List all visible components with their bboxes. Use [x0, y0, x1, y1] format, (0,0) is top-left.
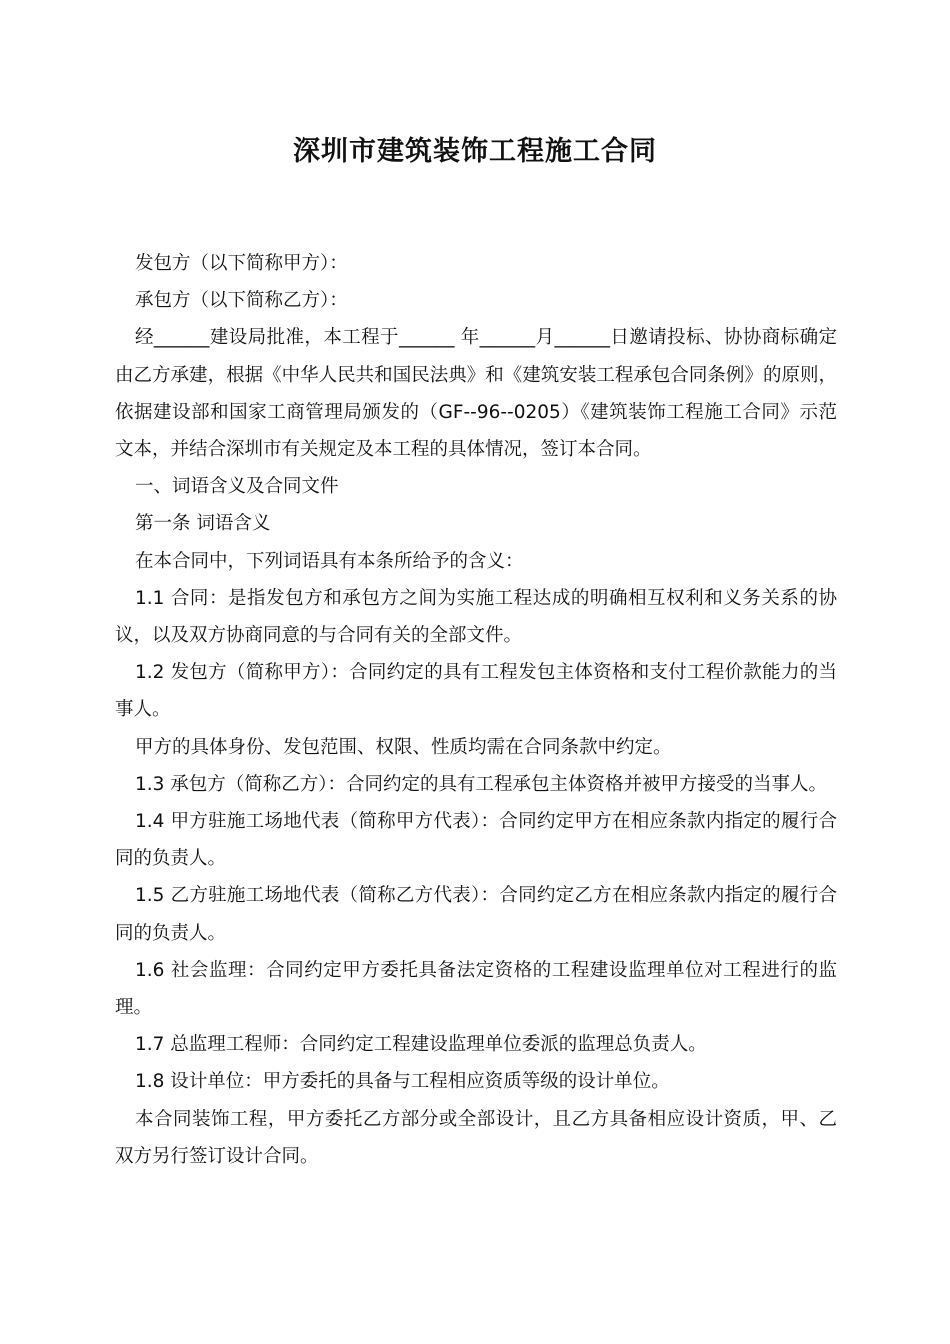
party-a-line: 发包方（以下简称甲方）： [135, 253, 348, 274]
article-heading: 第一条 词语含义 [135, 513, 271, 535]
clause-1-7: 1.7 总监理工程师：合同约定工程建设监理单位委派的监理总负责人。 [135, 1034, 707, 1056]
clause-1-2-note: 甲方的具体身份、发包范围、权限、性质均需在合同条款中约定。 [135, 736, 672, 758]
design-contract-note: 本合同装饰工程，甲方委托乙方部分或全部设计，且乙方具备相应设计资质，甲、乙双方另行签订设计合同。 [115, 1108, 837, 1167]
clause-1-8: 1.8 设计单位：甲方委托的具备与工程相应资质等级的设计单位。 [135, 1071, 670, 1093]
definitions-intro: 在本合同中，下列词语具有本条所给予的含义： [135, 550, 524, 572]
clause-1-5: 1.5 乙方驻施工场地代表（简称乙方代表）：合同约定乙方在相应条款内指定的履行合同的负责人。 [115, 885, 837, 944]
preamble-paragraph: 经______建设局批准，本工程于______ 年______月______日邀请投标、协协商标确定由乙方承建，根据《中华人民共和国民法典》和《建筑安装工程承包合同条例》的原则，依据建设部和国家工商管理局颁发的（GF--96--0205）《建筑装饰工程施工合同》示范文本，并结合深圳市有关规定及本工程的具体情况，签订本合同。 [115, 327, 837, 461]
clause-1-2: 1.2 发包方（简称甲方）：合同约定的具有工程发包主体资格和支付工程价款能力的当事人。 [115, 662, 837, 721]
party-b-line: 承包方（以下简称乙方）： [135, 290, 348, 312]
document-body [115, 245, 837, 1175]
clause-1-3: 1.3 承包方（简称乙方）：合同约定的具有工程承包主体资格并被甲方接受的当事人。 [135, 773, 828, 795]
clause-1-1: 1.1 合同：是指发包方和承包方之间为实施工程达成的明确相互权利和义务关系的协议，以及双方协商同意的与合同有关的全部文件。 [115, 587, 837, 647]
document-title: 深圳市建筑装饰工程施工合同 [293, 136, 657, 167]
section-heading: 一、词语含义及合同文件 [135, 476, 339, 498]
clause-1-4: 1.4 甲方驻施工场地代表（简称甲方代表）：合同约定甲方在相应条款内指定的履行合同的负责人。 [115, 811, 837, 870]
clause-1-6: 1.6 社会监理：合同约定甲方委托具备法定资格的工程建设监理单位对工程进行的监理。 [115, 959, 837, 1019]
